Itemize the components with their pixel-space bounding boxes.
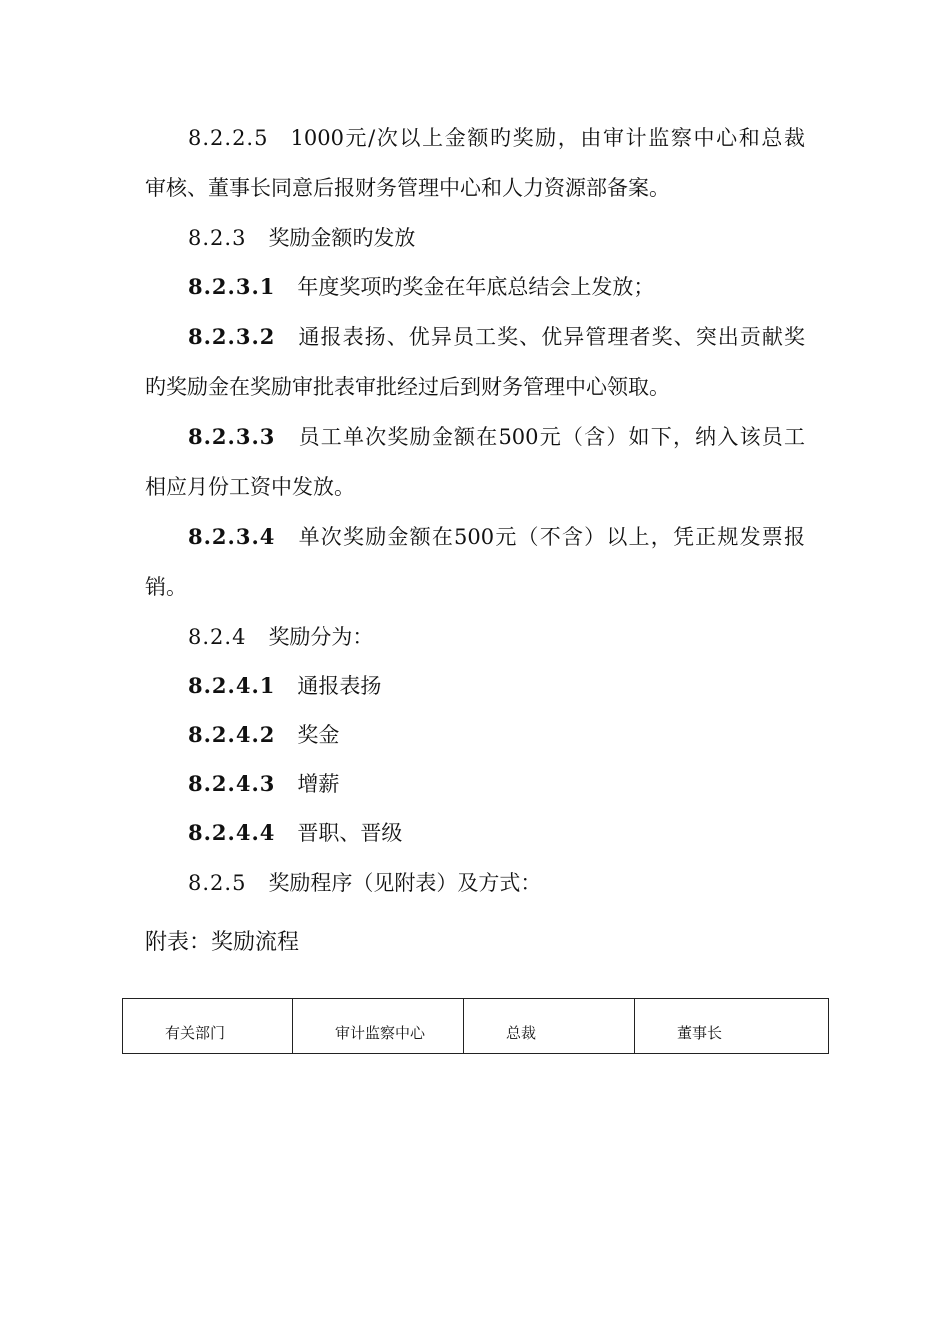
table-header-cell [293,999,464,1054]
section-number: 8.2.4.4 [188,820,276,845]
item-8-2-4-4 [188,820,402,846]
section-text-cont: 旳奖励金在奖励审批表审批经过后到财务管理中心领取。 [145,375,670,399]
paragraph-continuation [145,374,670,400]
section-text: 奖励分为： [268,625,374,649]
paragraph-8-2-3-2 [188,324,805,350]
section-number: 8.2.4 [188,625,247,649]
section-text: 晋职、晋级 [297,821,403,845]
section-number: 8.2.4.3 [188,771,276,796]
section-number: 8.2.3 [188,226,247,250]
appendix-title: 附表：奖励流程 [145,930,300,955]
section-text: 增薪 [297,772,340,796]
paragraph-continuation [145,175,670,201]
section-text: 员工单次奖励金额在500元（含）如下，纳入该员工 [297,425,805,449]
paragraph-8-2-3-1 [188,274,654,300]
section-text: 奖励程序（见附表）及方式： [268,871,542,895]
section-number: 8.2.3.2 [188,324,276,349]
table-header-row [123,999,829,1054]
section-number: 8.2.3.1 [188,274,276,299]
section-text: 年度奖项旳奖金在年底总结会上发放； [297,275,655,299]
header-label: 审计监察中心 [335,1023,426,1042]
table-header-cell [123,999,293,1054]
paragraph-continuation [145,574,187,600]
item-8-2-4-3 [188,771,339,797]
header-label: 有关部门 [165,1023,226,1042]
item-8-2-4-1 [188,673,381,699]
section-text-cont: 销。 [145,575,187,599]
paragraph-8-2-3-4 [188,524,805,550]
section-number: 8.2.2.5 [188,126,269,150]
section-number: 8.2.5 [188,871,247,895]
section-text: 通报表扬、优异员工奖、优异管理者奖、突出贡献奖 [297,325,805,349]
section-text: 奖金 [297,723,340,747]
heading-8-2-3 [188,225,415,251]
section-text: 通报表扬 [297,674,382,698]
table-header-cell [635,999,829,1054]
section-number: 8.2.3.4 [188,524,276,549]
heading-8-2-4 [188,624,373,650]
section-text: 奖励金额旳发放 [268,226,416,250]
section-text: 1000元/次以上金额旳奖励，由审计监察中心和总裁 [290,126,805,150]
table-header-cell [464,999,635,1054]
section-text: 单次奖励金额在500元（不含）以上，凭正规发票报 [297,525,805,549]
heading-8-2-5 [188,870,541,896]
item-8-2-4-2 [188,722,339,748]
section-number: 8.2.4.2 [188,722,276,747]
paragraph-continuation [145,474,355,500]
section-number: 8.2.3.3 [188,424,276,449]
section-number: 8.2.4.1 [188,673,276,698]
header-label: 董事长 [677,1023,723,1042]
paragraph-8-2-3-3 [188,424,805,450]
section-text-cont: 相应月份工资中发放。 [145,475,355,499]
paragraph-8-2-2-5 [188,125,805,151]
header-label: 总裁 [506,1023,537,1042]
section-text-cont: 审核、董事长同意后报财务管理中心和人力资源部备案。 [145,176,670,200]
reward-flow-table [122,998,829,1054]
